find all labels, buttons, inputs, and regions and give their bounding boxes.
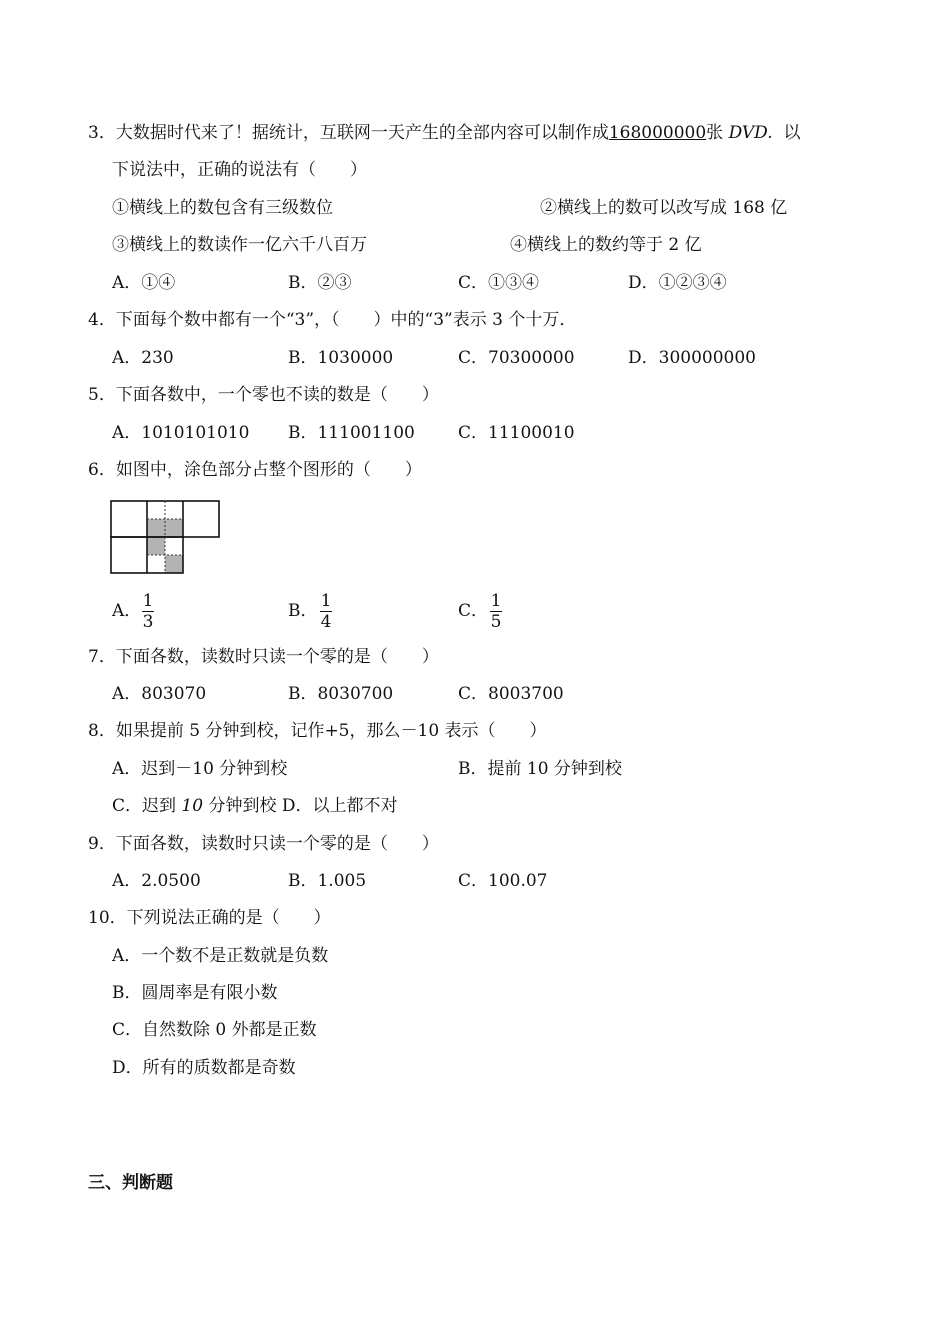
question-7-stem: 7．下面各数，读数时只读一个零的是（ ） [88,647,439,667]
option-a[interactable]: A．2.0500 [112,871,201,891]
option-d[interactable]: D．所有的质数都是奇数 [112,1058,296,1078]
question-8-stem: 8．如果提前 5 分钟到校，记作+5，那么－10 表示（ ） [88,721,547,741]
option-a[interactable]: A．一个数不是正数就是负数 [112,946,329,966]
question-5-stem: 5．下面各数中，一个零也不读的数是（ ） [88,385,439,405]
options-c-d[interactable] [112,795,398,817]
option-b[interactable]: B．提前 10 分钟到校 [458,759,622,779]
shaded-cell [165,555,183,573]
option-label: A． [112,601,142,621]
option-d[interactable]: D．300000000 [628,348,756,368]
option-a[interactable]: A．803070 [112,684,207,704]
option-label: C． [458,601,489,621]
question-9-stem: 9．下面各数，读数时只读一个零的是（ ） [88,834,439,854]
option-a[interactable]: A．迟到－10 分钟到校 [112,759,288,779]
denominator: 3 [142,612,154,632]
option-a[interactable]: A．①④ [112,273,176,293]
shaded-cell [147,537,165,555]
option-a[interactable]: A．1010101010 [112,423,250,443]
fraction-one-third [142,592,154,631]
statement-1: ①横线上的数包含有三级数位 [112,198,333,218]
question-6-stem: 6．如图中，涂色部分占整个图形的（ ） [88,460,422,480]
option-a[interactable]: A．230 [112,348,174,368]
option-c[interactable]: C．100.07 [458,871,548,891]
denominator: 5 [490,612,502,632]
question-3-text-a: 大数据时代来了！据统计，互联网一天产生的全部内容可以制作成 [115,123,609,143]
statement-4: ④横线上的数约等于 2 亿 [510,235,702,255]
option-c[interactable]: C．①③④ [458,273,540,293]
numerator: 1 [320,591,332,611]
option-b[interactable]: B．111001100 [288,423,415,443]
option-c-suffix: 分钟到校 D．以上都不对 [203,796,398,816]
statement-3: ③横线上的数读作一亿六千八百万 [112,235,367,255]
option-b[interactable]: B．8030700 [288,684,394,704]
option-b[interactable]: B．圆周率是有限小数 [112,983,278,1003]
option-c-prefix: C．迟到 [112,796,182,816]
denominator: 4 [320,612,332,632]
question-3-text-b: 张 [706,123,724,143]
option-b[interactable]: B．1030000 [288,348,394,368]
shaded-grid-figure [109,500,221,576]
fraction-one-fourth [320,592,332,631]
shaded-cell [165,519,183,537]
shaded-cell [147,519,165,537]
question-3-text-c: 以 [783,123,801,143]
option-d[interactable]: D．①②③④ [628,273,727,293]
question-3-line-2: 下说法中，正确的说法有（ ） [112,160,367,180]
option-c[interactable]: C．自然数除 0 外都是正数 [112,1020,317,1040]
option-c[interactable]: C．8003700 [458,684,564,704]
option-b[interactable]: B．②③ [288,273,352,293]
option-a[interactable] [112,600,141,622]
statement-2: ②横线上的数可以改写成 168 亿 [540,198,788,218]
underlined-number: 168000000 [608,123,707,143]
question-10-stem: 10．下列说法正确的是（ ） [88,908,331,928]
fraction-one-fifth [490,592,502,631]
question-number: 3． [88,123,116,143]
dvd-text: DVD. [728,123,773,143]
option-c[interactable] [458,600,488,622]
option-b[interactable]: B．1.005 [288,871,367,891]
question-4-stem: 4．下面每个数中都有一个“3”，（ ）中的“3”表示 3 个十万． [88,310,577,330]
option-c-number: 10 [181,796,204,816]
option-c[interactable]: C．70300000 [458,348,575,368]
numerator: 1 [490,591,502,611]
numerator: 1 [142,591,154,611]
option-label: B． [288,601,318,621]
option-c[interactable]: C．11100010 [458,423,575,443]
question-3-line-1 [88,122,800,144]
option-b[interactable] [288,600,318,622]
section-heading: 三、判断题 [88,1173,173,1193]
